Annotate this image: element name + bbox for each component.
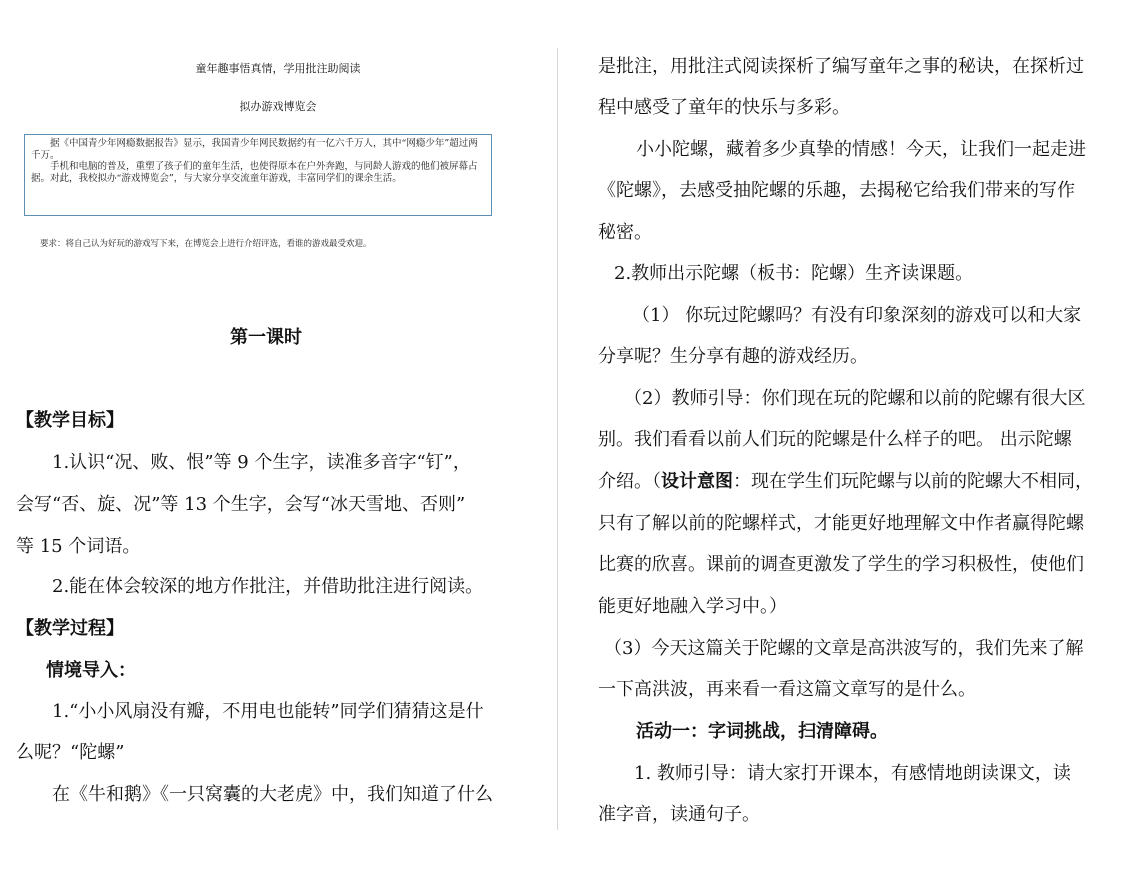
goal-line: 1.认识“况、败、恨”等 9 个生字，读准多音字“钉”，	[52, 452, 471, 473]
body-line: （3）今天这篇关于陀螺的文章是高洪波写的，我们先来了解	[604, 638, 1084, 659]
lesson-title: 第一课时	[230, 327, 302, 348]
activity-title: 童年趣事悟真情，学用批注助阅读	[195, 62, 361, 75]
body-line: 分享呢？生分享有趣的游戏经历。	[598, 346, 868, 367]
body-line: 一下高洪波，再来看一看这篇文章写的是什么。	[598, 679, 976, 700]
process-heading: 【教学过程】	[16, 618, 124, 639]
process-line: 1.“小小风扇没有瓣，不用电也能转”同学们猜猜这是什	[52, 701, 484, 722]
body-line: 1. 教师引导：请大家打开课本，有感情地朗读课文，读	[634, 763, 1071, 784]
right-page	[560, 0, 1134, 876]
left-page	[0, 0, 556, 876]
design-rest: ：现在学生们玩陀螺与以前的陀螺大不相同，	[733, 471, 1093, 492]
goal-line: 等 15 个词语。	[16, 536, 141, 557]
body-line: 能更好地融入学习中。）	[598, 596, 787, 617]
body-line: （1） 你玩过陀螺吗？有没有印象深刻的游戏可以和大家	[632, 305, 1082, 326]
notice-paragraph: 手机和电脑的普及，重塑了孩子们的童年生活，也使得原本在户外奔跑，与同龄人游戏的他们被屏幕占据。对此，我校拟办“游戏博览会”，与大家分享交流童年游戏，丰富同学们的课余生活。	[31, 161, 478, 184]
body-line: 只有了解以前的陀螺样式，才能更好地理解文中作者赢得陀螺	[598, 513, 1084, 534]
goal-line: 2.能在体会较深的地方作批注，并借助批注进行阅读。	[52, 576, 484, 597]
body-line: 秘密。	[598, 222, 652, 243]
goal-line: 会写“否、旋、况”等 13 个生字，会写“冰天雪地、否则”	[16, 494, 466, 515]
body-line: 是批注，用批注式阅读探析了编写童年之事的秘诀，在探析过	[598, 56, 1084, 77]
goals-heading: 【教学目标】	[16, 410, 124, 431]
design-intent-label: 设计意图	[661, 471, 733, 492]
requirement-note: 要求：将自己认为好玩的游戏写下来，在博览会上进行介绍评选，看谁的游戏最受欢迎。	[40, 239, 372, 249]
notice-paragraph: 据《中国青少年网瘾数据报告》显示，我国青少年网民数据约有一亿六千万人，其中“网瘾少年”超过两千万。	[31, 138, 478, 161]
process-line: 在《牛和鹅》《一只窝囊的大老虎》中，我们知道了什么	[52, 784, 493, 805]
body-line: （2）教师引导：你们现在玩的陀螺和以前的陀螺有很大区	[624, 388, 1086, 409]
process-line: 么呢？“陀螺”	[16, 742, 125, 763]
body-line: 准字音，读通句子。	[598, 804, 760, 825]
activity-heading: 活动一：字词挑战，扫清障碍。	[636, 721, 888, 742]
page-divider	[557, 48, 558, 830]
notice-box	[24, 134, 492, 216]
body-line: 程中感受了童年的快乐与多彩。	[598, 97, 850, 118]
body-line: 别。我们看看以前人们玩的陀螺是什么样子的吧。 出示陀螺	[598, 429, 1072, 450]
intro-heading: 情境导入：	[46, 660, 136, 681]
body-line: 《陀螺》，去感受抽陀螺的乐趣，去揭秘它给我们带来的写作	[598, 180, 1075, 201]
activity-subtitle: 拟办游戏博览会	[239, 100, 317, 113]
design-intent-line	[598, 471, 1093, 493]
body-line: 2.教师出示陀螺（板书：陀螺）生齐读课题。	[614, 263, 974, 284]
body-line: 小小陀螺，藏着多少真挚的情感！今天，让我们一起走进	[636, 139, 1086, 160]
design-prefix: 介绍。（	[598, 471, 661, 492]
body-line: 比赛的欣喜。课前的调查更激发了学生的学习积极性，使他们	[598, 554, 1084, 575]
